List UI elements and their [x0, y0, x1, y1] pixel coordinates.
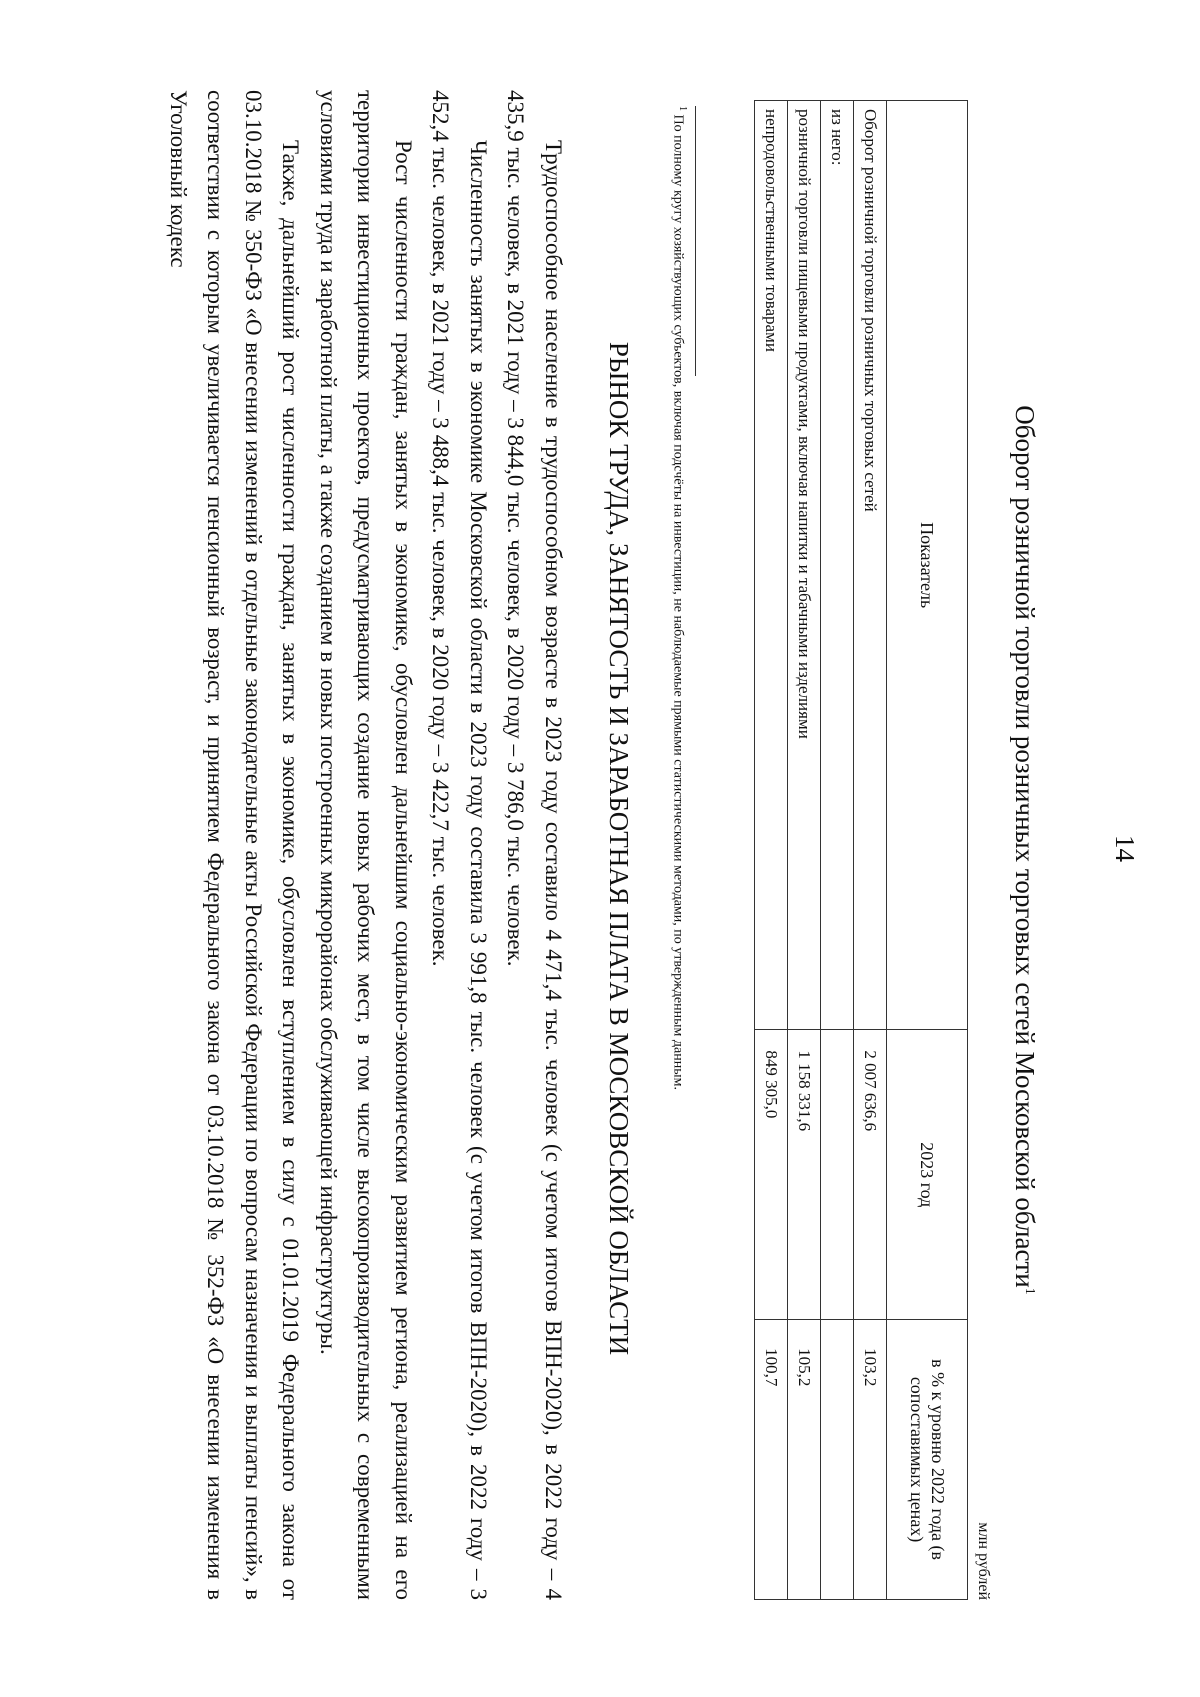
- row-value: 1 158 331,6: [788, 1030, 821, 1320]
- row-value: 849 305,0: [755, 1030, 788, 1320]
- paragraph: Рост численности граждан, занятых в экономике, обусловлен дальнейшим социально-экономическим развитием региона, реализацией на его территории инвестиционных проектов, предусматривающих создание новых рабочих мест, в том числе высокопроизводительных с современными условиями труда и заработной платы, а также созданием в новых построенных микрорайонах обслуживающей инфраструктуры.: [316, 90, 416, 1600]
- row-value: 2 007 636,6: [854, 1030, 887, 1320]
- units-label: млн рублей: [975, 1522, 992, 1600]
- row-label: розничной торговли пищевыми продуктами, включая напитки и табачными изделиями: [788, 101, 821, 1030]
- footnote: [669, 106, 688, 1606]
- table-row: [854, 101, 887, 1600]
- table-title-text: Оборот розничной торговли розничных торговых сетей Московской области: [1010, 405, 1040, 1288]
- table-title: [1009, 120, 1040, 1580]
- footnote-text: По полному кругу хозяйствующих субъектов, включая подсчёты на инвестиции, не наблюдаемые прямыми статистическими методами, по утвержденным данным.: [670, 114, 686, 1090]
- page-number: 14: [1110, 835, 1140, 862]
- row-label: непродовольственными товарами: [755, 101, 788, 1030]
- row-percent: 105,2: [788, 1320, 821, 1600]
- header-indicator: Показатель: [887, 101, 968, 1030]
- footnote-divider: [695, 106, 696, 376]
- table-row: [788, 101, 821, 1600]
- paragraph: Также, дальнейший рост численности граждан, занятых в экономике, обусловлен вступлением в силу с 01.01.2019 Федерального закона от 03.10.2018 № 350-ФЗ «О внесении изменений в отдельные законодательные акты Российской Федерации по вопросам назначения и выплаты пенсий», в соответствии с которым увеличивается пенсионный возраст, и принятием Федерального закона от 03.10.2018 № 352-ФЗ «О внесении изменения в Уголовный кодекс: [166, 90, 304, 1600]
- row-percent: [821, 1320, 854, 1600]
- table-row: [821, 101, 854, 1600]
- footnote-mark: 1: [677, 106, 688, 111]
- table-title-footnote-mark: 1: [1022, 1287, 1037, 1295]
- header-year: 2023 год: [887, 1030, 968, 1320]
- paragraph: Трудоспособное население в трудоспособном возрасте в 2023 году составило 4 471,4 тыс. человек (с учетом итогов ВПН-2020), в 2022 году – 4 435,9 тыс. человек, в 2021 году – 3 844,0 тыс. человек, в 2020 году – 3 786,0 тыс. человек.: [503, 90, 566, 1600]
- table-header-row: [887, 101, 968, 1600]
- row-label: из него:: [821, 101, 854, 1030]
- retail-turnover-table: [754, 100, 968, 1600]
- row-label: Оборот розничной торговли розничных торговых сетей: [854, 101, 887, 1030]
- body-text: [160, 90, 573, 1600]
- section-title: РЫНОК ТРУДА, ЗАНЯТОСТЬ И ЗАРАБОТНАЯ ПЛАТА В МОСКОВСКОЙ ОБЛАСТИ: [604, 341, 634, 1356]
- header-percent: в % к уровню 2022 года (в сопоставимых ценах): [887, 1320, 968, 1600]
- row-percent: 103,2: [854, 1320, 887, 1600]
- paragraph: Численность занятых в экономике Московской области в 2023 году составила 3 991,8 тыс. человек (с учетом итогов ВПН-2020), в 2022 году – 3 452,4 тыс. человек, в 2021 году – 3 488,4 тыс. человек, в 2020 году – 3 422,7 тыс. человек.: [428, 90, 491, 1600]
- row-value: [821, 1030, 854, 1320]
- table-row: [755, 101, 788, 1600]
- row-percent: 100,7: [755, 1320, 788, 1600]
